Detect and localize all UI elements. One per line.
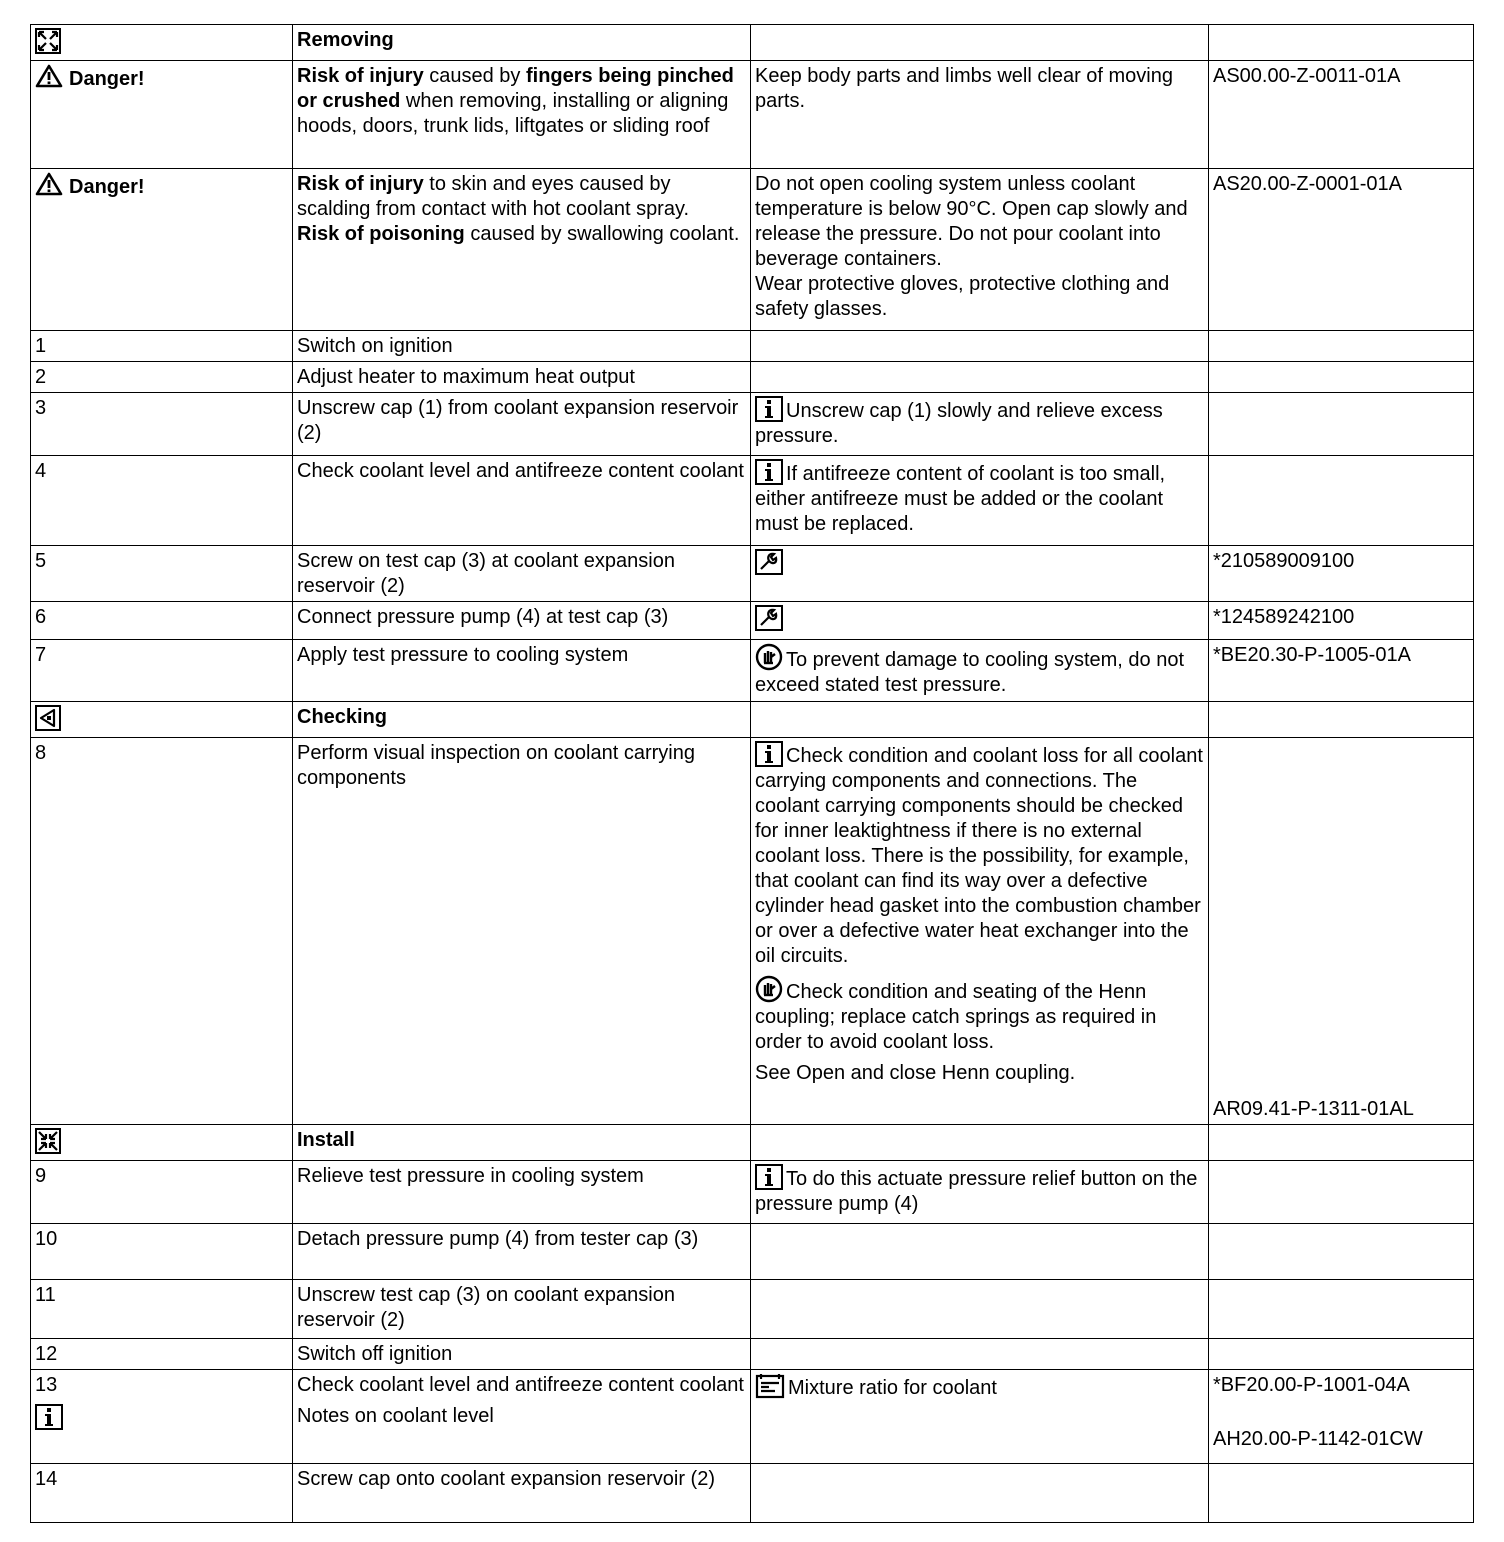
section-title-install: Install [293, 1125, 751, 1161]
caution-hand-icon [755, 643, 783, 671]
step-note: To prevent damage to cooling system, do not exceed stated test pressure. [751, 640, 1209, 702]
section-icon-cell [31, 25, 293, 61]
step-row [31, 1370, 1474, 1464]
step-row [31, 738, 1474, 1125]
specification-icon [755, 1373, 785, 1399]
step-row [31, 1280, 1474, 1339]
step-row [31, 1224, 1474, 1280]
section-title-removing: Removing [293, 25, 751, 61]
step-number: 5 [31, 546, 293, 602]
step-text: Adjust heater to maximum heat output [293, 362, 751, 393]
step-text: Switch off ignition [293, 1339, 751, 1370]
step-note: Unscrew cap (1) slowly and relieve excess pressure. [751, 393, 1209, 456]
warning-triangle-icon [35, 64, 63, 88]
procedure-table [30, 24, 1474, 1523]
warning-triangle-icon [35, 172, 63, 196]
step-note: If antifreeze content of coolant is too small, either antifreeze must be added or the coolant must be replaced. [751, 456, 1209, 546]
step-text: Detach pressure pump (4) from tester cap (3) [293, 1224, 751, 1280]
section-icon-cell [31, 1125, 293, 1161]
danger-label: Danger! [69, 176, 145, 198]
step-number: 13 [35, 1374, 58, 1396]
section-row-removing [31, 25, 1474, 61]
step-reference: *BE20.30-P-1005-01A [1209, 640, 1474, 702]
step-row [31, 546, 1474, 602]
danger-reference: AS00.00-Z-0011-01A [1209, 61, 1474, 169]
section-row-checking [31, 702, 1474, 738]
step-sub-reference: AH20.00-P-1142-01CW [1213, 1428, 1423, 1450]
step-number: 9 [31, 1161, 293, 1224]
info-icon [755, 741, 783, 767]
caution-hand-icon [755, 975, 783, 1003]
step-note: Check condition and coolant loss for all coolant carrying components and connections. The coolant carrying components should be checked for inner leaktightness if there is no external coolant loss. There is the possibility, for example, that coolant can find its way over a defective cylinder head gasket into the combustion chamber or over a defective water heat exchanger into the oil circuits. Check condition and seating of the Henn coupling; replace catch springs as required in order to avoid coolant loss. See Open and close Henn coupling. [751, 738, 1209, 1125]
step-number: 4 [31, 456, 293, 546]
step-text: Connect pressure pump (4) at test cap (3) [293, 602, 751, 640]
danger-description: Risk of injury to skin and eyes caused by scalding from contact with hot coolant spray. Risk of poisoning caused by swallowing coolant. [293, 169, 751, 331]
step-reference: AR09.41-P-1311-01AL [1209, 738, 1474, 1125]
step-row [31, 1339, 1474, 1370]
info-icon [755, 396, 783, 422]
section-row-install [31, 1125, 1474, 1161]
step-note [751, 546, 1209, 602]
step-number: 11 [31, 1280, 293, 1339]
step-row [31, 1464, 1474, 1523]
install-arrows-icon [35, 1128, 61, 1154]
step-number: 10 [31, 1224, 293, 1280]
step-row [31, 331, 1474, 362]
step-row [31, 1161, 1474, 1224]
step-row [31, 362, 1474, 393]
step-text: Unscrew cap (1) from coolant expansion reservoir (2) [293, 393, 751, 456]
info-icon [755, 459, 783, 485]
step-reference: *BF20.00-P-1001-04A [1213, 1374, 1410, 1396]
step-number-cell [31, 1370, 293, 1464]
step-note: To do this actuate pressure relief button on the pressure pump (4) [751, 1161, 1209, 1224]
step-note: Mixture ratio for coolant [751, 1370, 1209, 1464]
remove-arrows-icon [35, 28, 61, 54]
danger-row [31, 169, 1474, 331]
step-row [31, 393, 1474, 456]
danger-description: Risk of injury caused by fingers being pinched or crushed when removing, installing or aligning hoods, doors, trunk lids, liftgates or sliding roof [293, 61, 751, 169]
step-text: Screw cap onto coolant expansion reservoir (2) [293, 1464, 751, 1523]
step-number: 8 [31, 738, 293, 1125]
step-row [31, 602, 1474, 640]
step-number: 6 [31, 602, 293, 640]
danger-label: Danger! [69, 68, 145, 90]
step-number: 1 [31, 331, 293, 362]
special-tool-icon [755, 605, 783, 631]
danger-remedy: Keep body parts and limbs well clear of moving parts. [751, 61, 1209, 169]
step-number: 3 [31, 393, 293, 456]
step-number: 14 [31, 1464, 293, 1523]
special-tool-icon [755, 549, 783, 575]
danger-row [31, 61, 1474, 169]
step-reference-cell [1209, 1370, 1474, 1464]
step-text: Check coolant level and antifreeze content coolant [293, 456, 751, 546]
step-number: 7 [31, 640, 293, 702]
info-icon [35, 1404, 63, 1430]
step-reference: *210589009100 [1209, 546, 1474, 602]
step-text: Relieve test pressure in cooling system [293, 1161, 751, 1224]
henn-coupling-link[interactable]: See Open and close Henn coupling. [755, 1062, 1076, 1084]
section-icon-cell [31, 702, 293, 738]
danger-remedy: Do not open cooling system unless coolant temperature is below 90°C. Open cap slowly and release the pressure. Do not pour coolant into beverage containers. Wear protective gloves, protective clothing and safety glasses. [751, 169, 1209, 331]
step-number: 12 [31, 1339, 293, 1370]
step-text: Screw on test cap (3) at coolant expansion reservoir (2) [293, 546, 751, 602]
step-text: Unscrew test cap (3) on coolant expansion reservoir (2) [293, 1280, 751, 1339]
check-triangle-icon [35, 705, 61, 731]
step-row [31, 456, 1474, 546]
step-note [751, 602, 1209, 640]
section-title-checking: Checking [293, 702, 751, 738]
step-text: Perform visual inspection on coolant carrying components [293, 738, 751, 1125]
step-text: Switch on ignition [293, 331, 751, 362]
coolant-level-notes-link[interactable]: Notes on coolant level [297, 1405, 494, 1427]
danger-reference: AS20.00-Z-0001-01A [1209, 169, 1474, 331]
step-text: Apply test pressure to cooling system [293, 640, 751, 702]
step-reference: *124589242100 [1209, 602, 1474, 640]
step-number: 2 [31, 362, 293, 393]
step-text: Check coolant level and antifreeze content coolant [297, 1374, 744, 1396]
info-icon [755, 1164, 783, 1190]
step-row [31, 640, 1474, 702]
step-text-cell [293, 1370, 751, 1464]
